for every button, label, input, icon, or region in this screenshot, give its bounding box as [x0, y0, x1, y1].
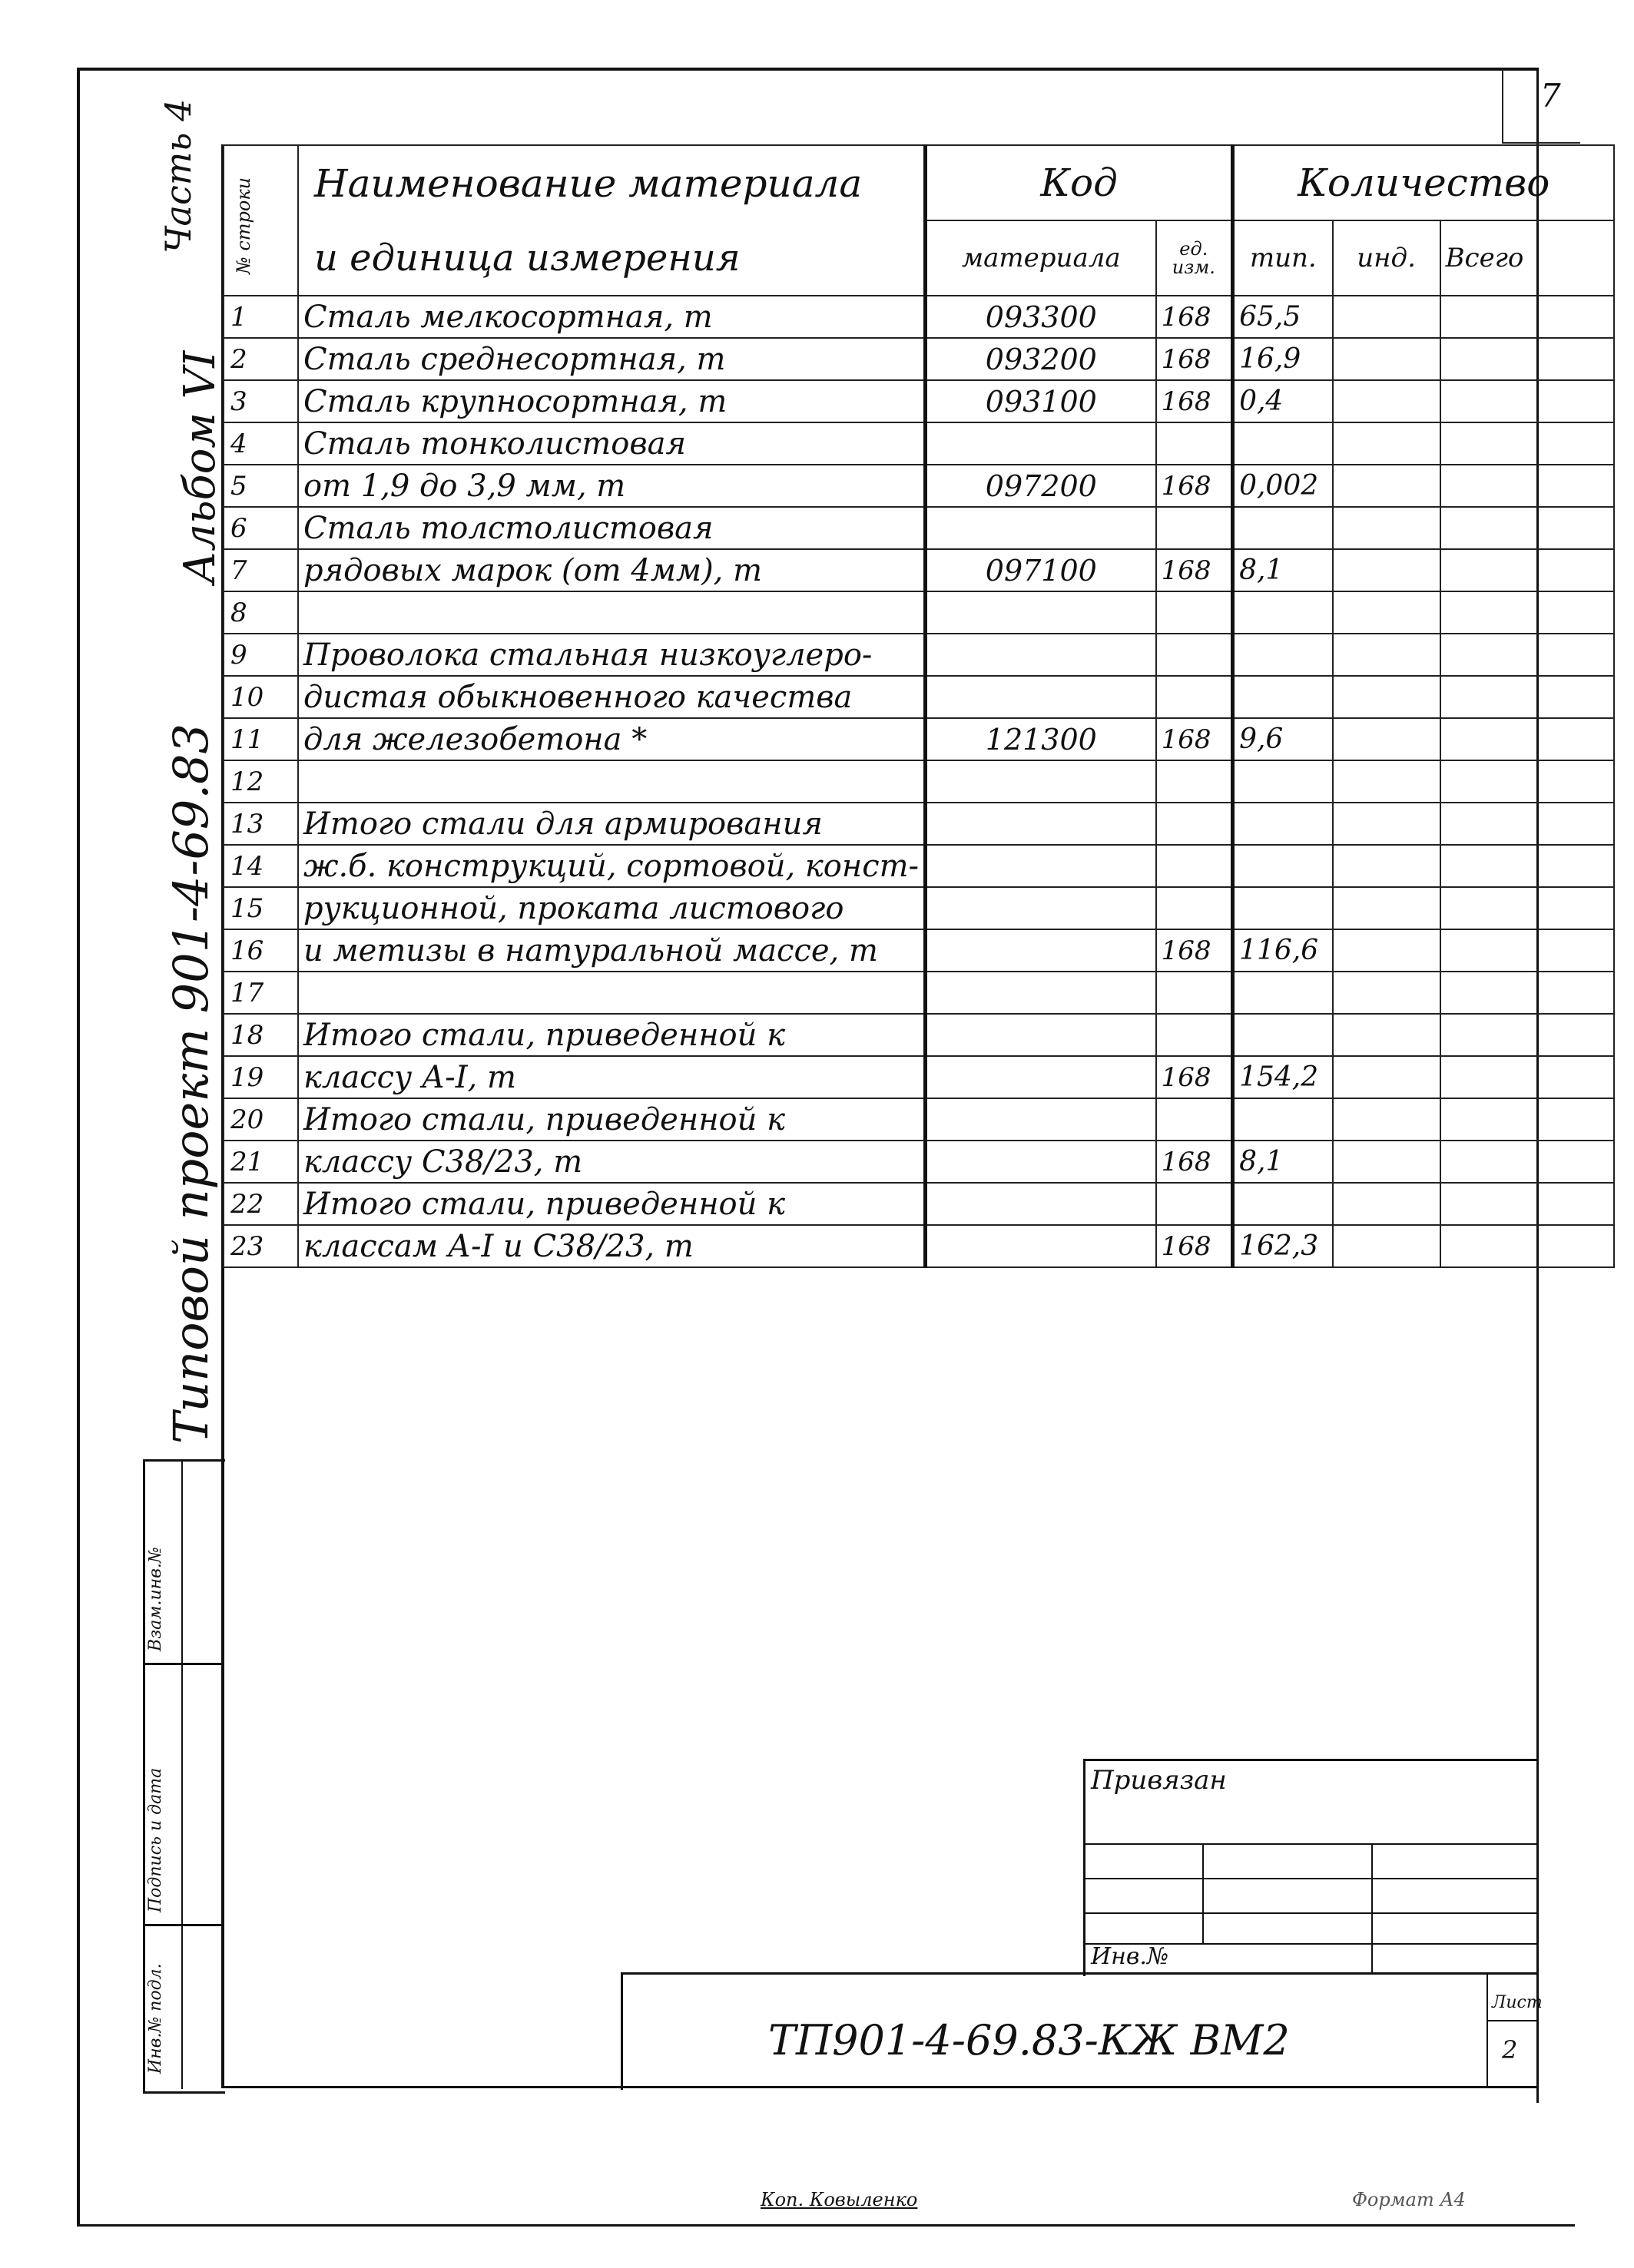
row-qty-typ	[1233, 1183, 1333, 1225]
frame-left	[77, 68, 80, 2226]
row-qty-ind	[1333, 1225, 1440, 1267]
stamp-row-3	[1083, 1912, 1536, 1914]
row-number: 17	[224, 972, 298, 1014]
row-qty-typ	[1233, 422, 1333, 465]
row-unit: 168	[1156, 1225, 1233, 1267]
row-number: 2	[224, 338, 298, 380]
row-code	[926, 760, 1156, 803]
table-row	[224, 422, 1614, 465]
row-name	[298, 972, 926, 1014]
table-row	[224, 296, 1614, 338]
row-code	[926, 591, 1156, 634]
row-qty-typ: 116,6	[1233, 929, 1333, 972]
materials-table-body	[224, 296, 1614, 1267]
row-qty-ind	[1333, 338, 1440, 380]
left-strip-label-1: Инв.№ подл.	[146, 1963, 165, 2074]
row-qty-ind	[1333, 1056, 1440, 1098]
table-row	[224, 1014, 1614, 1056]
row-qty-ind	[1333, 718, 1440, 760]
row-qty-ind	[1333, 972, 1440, 1014]
row-qty-total	[1440, 422, 1614, 465]
side-label-project: Типовой проект 901-4-69.83	[163, 723, 219, 1444]
row-name: Сталь толстолистовая	[298, 507, 926, 549]
stamp-privyazan-label: Привязан	[1091, 1765, 1227, 1796]
row-name: классу А-I, т	[298, 1056, 926, 1098]
row-qty-total	[1440, 507, 1614, 549]
row-qty-ind	[1333, 380, 1440, 422]
row-code: 121300	[926, 718, 1156, 760]
page-corner-number: 7	[1540, 77, 1561, 114]
row-qty-ind	[1333, 422, 1440, 465]
row-qty-ind	[1333, 465, 1440, 507]
row-unit: 168	[1156, 549, 1233, 591]
row-qty-ind	[1333, 507, 1440, 549]
table-row	[224, 338, 1614, 380]
row-name: Сталь среднесортная, т	[298, 338, 926, 380]
side-label-part: Часть 4	[157, 98, 199, 253]
row-qty-ind	[1333, 1014, 1440, 1056]
row-qty-total	[1440, 296, 1614, 338]
table-row	[224, 718, 1614, 760]
row-qty-total	[1440, 338, 1614, 380]
left-strip-label-2: Подпись и дата	[146, 1767, 165, 1912]
row-name: для железобетона *	[298, 718, 926, 760]
row-qty-ind	[1333, 887, 1440, 929]
row-name: Проволока стальная низкоуглеро-	[298, 634, 926, 676]
table-row	[224, 465, 1614, 507]
row-number: 14	[224, 845, 298, 887]
row-name: и метизы в натуральной массе, т	[298, 929, 926, 972]
table-row	[224, 676, 1614, 718]
row-name: Сталь тонколистовая	[298, 422, 926, 465]
left-strip-label-3: Взам.инв.№	[146, 1547, 165, 1651]
row-qty-typ	[1233, 676, 1333, 718]
stamp-row-1	[1083, 1843, 1536, 1845]
table-row	[224, 803, 1614, 845]
footer-format: Формат А4	[1352, 2189, 1466, 2210]
row-name: классам А-I и С38/23, т	[298, 1225, 926, 1267]
row-number: 21	[224, 1141, 298, 1183]
row-number: 20	[224, 1098, 298, 1141]
table-row	[224, 845, 1614, 887]
table-row	[224, 634, 1614, 676]
materials-table	[223, 144, 1615, 1268]
row-qty-ind	[1333, 845, 1440, 887]
row-qty-total	[1440, 1183, 1614, 1225]
row-qty-typ	[1233, 760, 1333, 803]
head-name-line1: Наименование материала	[298, 145, 926, 220]
row-code: 093300	[926, 296, 1156, 338]
row-qty-ind	[1333, 929, 1440, 972]
stamp-col-1	[1202, 1843, 1204, 1943]
row-qty-total	[1440, 634, 1614, 676]
row-qty-typ	[1233, 1014, 1333, 1056]
row-qty-typ: 0,002	[1233, 465, 1333, 507]
row-qty-typ: 0,4	[1233, 380, 1333, 422]
row-qty-total	[1440, 676, 1614, 718]
side-label-album: Альбом VI	[175, 350, 225, 584]
row-qty-typ	[1233, 972, 1333, 1014]
row-qty-ind	[1333, 760, 1440, 803]
row-qty-ind	[1333, 1183, 1440, 1225]
row-code	[926, 1056, 1156, 1098]
row-qty-ind	[1333, 676, 1440, 718]
row-unit	[1156, 972, 1233, 1014]
row-unit	[1156, 591, 1233, 634]
row-unit: 168	[1156, 380, 1233, 422]
row-qty-total	[1440, 1014, 1614, 1056]
row-code	[926, 929, 1156, 972]
row-qty-total	[1440, 549, 1614, 591]
row-name: ж.б. конструкций, сортовой, конст-	[298, 845, 926, 887]
row-number: 18	[224, 1014, 298, 1056]
row-qty-ind	[1333, 634, 1440, 676]
row-name: Итого стали, приведенной к	[298, 1098, 926, 1141]
row-qty-typ	[1233, 803, 1333, 845]
row-name: Итого стали, приведенной к	[298, 1014, 926, 1056]
row-qty-typ: 154,2	[1233, 1056, 1333, 1098]
row-qty-total	[1440, 1225, 1614, 1267]
table-row	[224, 760, 1614, 803]
row-unit	[1156, 1098, 1233, 1141]
row-number: 1	[224, 296, 298, 338]
document-designation: ТП901-4-69.83-КЖ ВМ2	[768, 2016, 1290, 2064]
head-qty: Количество	[1233, 145, 1614, 220]
row-qty-typ: 65,5	[1233, 296, 1333, 338]
row-qty-total	[1440, 929, 1614, 972]
row-qty-typ: 9,6	[1233, 718, 1333, 760]
row-unit	[1156, 803, 1233, 845]
row-qty-ind	[1333, 549, 1440, 591]
head-code-material: материала	[926, 220, 1156, 296]
head-code: Код	[926, 145, 1233, 220]
row-unit: 168	[1156, 718, 1233, 760]
table-row	[224, 887, 1614, 929]
row-qty-total	[1440, 845, 1614, 887]
table-row	[224, 1141, 1614, 1183]
row-code	[926, 1014, 1156, 1056]
row-qty-ind	[1333, 1141, 1440, 1183]
row-qty-total	[1440, 465, 1614, 507]
row-number: 4	[224, 422, 298, 465]
row-unit	[1156, 760, 1233, 803]
table-row	[224, 549, 1614, 591]
row-qty-typ	[1233, 634, 1333, 676]
row-number: 7	[224, 549, 298, 591]
row-number: 22	[224, 1183, 298, 1225]
row-code	[926, 972, 1156, 1014]
row-code	[926, 1225, 1156, 1267]
row-code	[926, 1141, 1156, 1183]
row-number: 8	[224, 591, 298, 634]
row-code: 093200	[926, 338, 1156, 380]
row-code	[926, 803, 1156, 845]
row-name: дистая обыкновенного качества	[298, 676, 926, 718]
row-unit	[1156, 507, 1233, 549]
stamp-row-2	[1083, 1878, 1536, 1879]
row-qty-typ: 8,1	[1233, 1141, 1333, 1183]
head-qty-typ: тип.	[1233, 220, 1333, 296]
row-unit: 168	[1156, 929, 1233, 972]
row-number: 5	[224, 465, 298, 507]
row-qty-ind	[1333, 591, 1440, 634]
row-qty-total	[1440, 972, 1614, 1014]
row-code: 097100	[926, 549, 1156, 591]
row-qty-total	[1440, 1141, 1614, 1183]
row-number: 11	[224, 718, 298, 760]
row-qty-ind	[1333, 803, 1440, 845]
row-qty-typ: 16,9	[1233, 338, 1333, 380]
table-row	[224, 972, 1614, 1014]
stamp-col-2	[1371, 1843, 1373, 1974]
row-qty-typ	[1233, 507, 1333, 549]
row-name: классу С38/23, т	[298, 1141, 926, 1183]
row-code	[926, 634, 1156, 676]
row-number: 16	[224, 929, 298, 972]
row-number: 10	[224, 676, 298, 718]
row-number: 6	[224, 507, 298, 549]
row-qty-total	[1440, 760, 1614, 803]
row-qty-ind	[1333, 1098, 1440, 1141]
row-qty-total	[1440, 803, 1614, 845]
row-unit: 168	[1156, 338, 1233, 380]
row-unit	[1156, 1183, 1233, 1225]
row-unit: 168	[1156, 1056, 1233, 1098]
left-strip-divider	[181, 1459, 183, 2089]
frame-top	[77, 68, 1536, 71]
row-unit: 168	[1156, 1141, 1233, 1183]
row-qty-total	[1440, 591, 1614, 634]
row-name	[298, 591, 926, 634]
row-number: 19	[224, 1056, 298, 1098]
row-unit	[1156, 422, 1233, 465]
row-qty-total	[1440, 380, 1614, 422]
row-number: 23	[224, 1225, 298, 1267]
row-qty-typ	[1233, 887, 1333, 929]
sheet-label: Лист	[1492, 1993, 1543, 2012]
head-rownum: № строки	[224, 145, 298, 296]
row-code	[926, 422, 1156, 465]
row-qty-typ: 8,1	[1233, 549, 1333, 591]
table-row	[224, 380, 1614, 422]
left-strip-sep-1	[143, 1663, 223, 1665]
left-strip-sep-2	[143, 1924, 223, 1926]
row-name: от 1,9 до 3,9 мм, т	[298, 465, 926, 507]
row-qty-total	[1440, 1098, 1614, 1141]
row-name: рядовых марок (от 4мм), т	[298, 549, 926, 591]
row-qty-total	[1440, 1056, 1614, 1098]
row-code	[926, 845, 1156, 887]
row-code	[926, 676, 1156, 718]
stamp-inv-label: Инв.№	[1091, 1943, 1169, 1970]
table-row	[224, 1183, 1614, 1225]
row-qty-total	[1440, 718, 1614, 760]
title-block-sheet-sep	[1487, 2020, 1536, 2021]
sheet-number: 2	[1502, 2035, 1518, 2064]
row-unit: 168	[1156, 465, 1233, 507]
row-number: 15	[224, 887, 298, 929]
table-row	[224, 929, 1614, 972]
row-name: Сталь мелкосортная, т	[298, 296, 926, 338]
row-unit: 168	[1156, 296, 1233, 338]
row-code: 097200	[926, 465, 1156, 507]
row-unit	[1156, 1014, 1233, 1056]
table-row	[224, 591, 1614, 634]
row-number: 13	[224, 803, 298, 845]
row-code	[926, 887, 1156, 929]
head-qty-ind: инд.	[1333, 220, 1440, 296]
row-name: Итого стали, приведенной к	[298, 1183, 926, 1225]
row-qty-typ	[1233, 591, 1333, 634]
row-code	[926, 1183, 1156, 1225]
row-number: 3	[224, 380, 298, 422]
row-name	[298, 760, 926, 803]
row-qty-typ: 162,3	[1233, 1225, 1333, 1267]
row-number: 9	[224, 634, 298, 676]
row-qty-total	[1440, 887, 1614, 929]
title-block-divider	[1487, 1972, 1488, 2088]
row-qty-ind	[1333, 296, 1440, 338]
frame-bottom	[77, 2224, 1575, 2227]
head-qty-total: Всего	[1440, 220, 1614, 296]
row-number: 12	[224, 760, 298, 803]
row-unit	[1156, 887, 1233, 929]
row-unit	[1156, 845, 1233, 887]
table-row	[224, 507, 1614, 549]
head-code-unit: ед. изм.	[1156, 220, 1233, 296]
row-code	[926, 1098, 1156, 1141]
row-qty-typ	[1233, 845, 1333, 887]
row-code: 093100	[926, 380, 1156, 422]
row-name: рукционной, проката листового	[298, 887, 926, 929]
table-row	[224, 1098, 1614, 1141]
head-name-line2: и единица измерения	[298, 220, 926, 296]
footer-copied: Коп. Ковыленко	[761, 2189, 918, 2210]
table-row	[224, 1225, 1614, 1267]
row-qty-typ	[1233, 1098, 1333, 1141]
row-unit	[1156, 676, 1233, 718]
table-row	[224, 1056, 1614, 1098]
row-code	[926, 507, 1156, 549]
row-name: Итого стали для армирования	[298, 803, 926, 845]
row-unit	[1156, 634, 1233, 676]
row-name: Сталь крупносортная, т	[298, 380, 926, 422]
